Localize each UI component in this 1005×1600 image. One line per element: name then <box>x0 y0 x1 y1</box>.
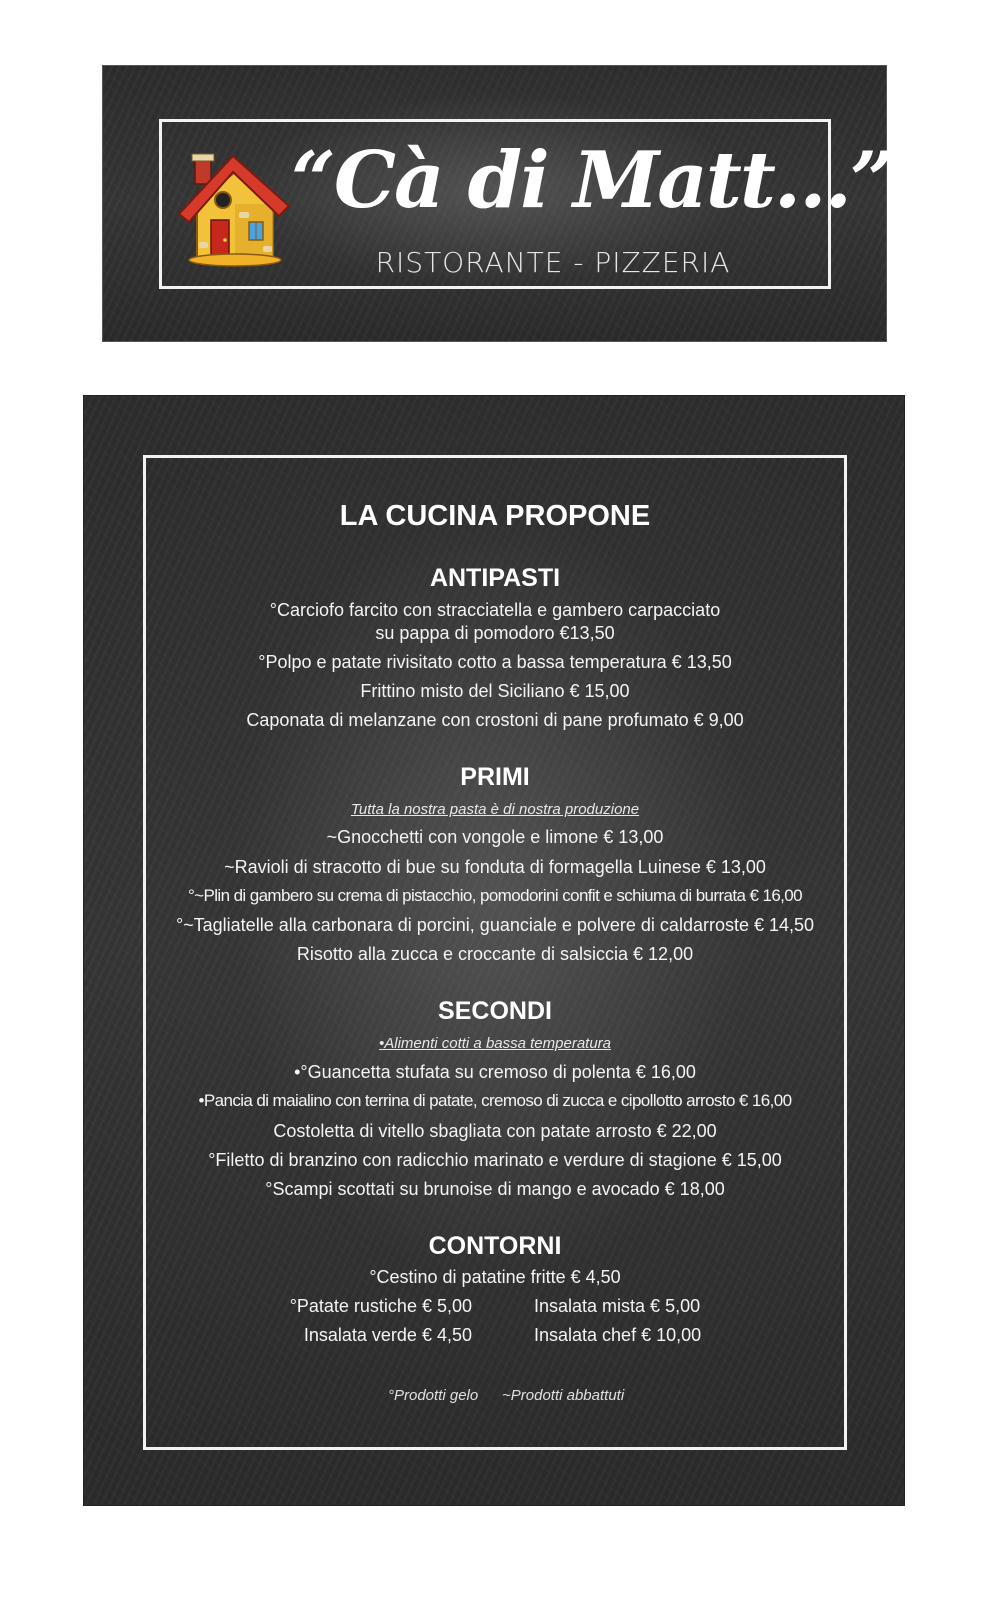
menu-board <box>83 395 905 1506</box>
menu-item: °~Tagliatelle alla carbonara di porcini, guanciale e polvere di caldarroste € 14,50 <box>175 915 815 935</box>
primi-note: Tutta la nostra pasta è di nostra produzione <box>350 801 640 818</box>
menu-item: •°Guancetta stufata su cremoso di polenta € 16,00 <box>294 1062 696 1082</box>
menu-item: Costoletta di vitello sbagliata con patate arrosto € 22,00 <box>273 1121 717 1141</box>
menu-item: °Patate rustiche € 5,00 <box>289 1296 472 1316</box>
menu-item: Insalata chef € 10,00 <box>534 1325 702 1345</box>
menu-item: °Filetto di branzino con radicchio marinato e verdure di stagione € 15,00 <box>208 1150 782 1170</box>
menu-item: ~Ravioli di stracotto di bue su fonduta di formagella Luinese € 13,00 <box>224 857 766 877</box>
menu-title: LA CUCINA PROPONE <box>339 500 651 532</box>
menu-item: °Scampi scottati su brunoise di mango e avocado € 18,00 <box>265 1179 725 1199</box>
secondi-note: •Alimenti cotti a bassa temperatura <box>378 1035 612 1052</box>
menu-item: Frittino misto del Siciliano € 15,00 <box>360 681 630 701</box>
section-heading-primi: PRIMI <box>460 763 530 791</box>
menu-item: •Pancia di maialino con terrina di patate, cremoso di zucca e cipollotto arrosto € 16,00 <box>198 1091 792 1110</box>
menu-item: Caponata di melanzane con crostoni di pane profumato € 9,00 <box>246 710 744 730</box>
menu-item: °Polpo e patate rivisitato cotto a bassa temperatura € 13,50 <box>258 652 732 672</box>
section-heading-contorni: CONTORNI <box>428 1232 562 1260</box>
menu-item: su pappa di pomodoro €13,50 <box>375 623 615 643</box>
section-heading-secondi: SECONDI <box>438 997 552 1025</box>
section-heading-antipasti: ANTIPASTI <box>429 564 561 592</box>
menu-item: Insalata mista € 5,00 <box>534 1296 701 1316</box>
header-banner <box>102 65 893 342</box>
menu-item: ~Gnocchetti con vongole e limone € 13,00 <box>326 827 664 847</box>
menu-item: °Carciofo farcito con stracciatella e gambero carpacciato <box>269 600 721 620</box>
legend-frozen: °Prodotti gelo <box>388 1387 479 1404</box>
legend-blast-chilled: ~Prodotti abbattuti <box>502 1387 625 1404</box>
menu-item: °Cestino di patatine fritte € 4,50 <box>369 1267 621 1287</box>
menu-item: Insalata verde € 4,50 <box>303 1325 472 1345</box>
brand-subtitle: RISTORANTE - PIZZERIA <box>375 246 731 279</box>
brand-name: “Cà di Matt…” <box>291 135 893 226</box>
house-icon <box>175 146 293 271</box>
menu-item: °~Plin di gambero su crema di pistacchio, pomodorini confit e schiuma di burrata € 16,00 <box>187 886 803 905</box>
menu-item: Risotto alla zucca e croccante di salsiccia € 12,00 <box>296 944 694 964</box>
